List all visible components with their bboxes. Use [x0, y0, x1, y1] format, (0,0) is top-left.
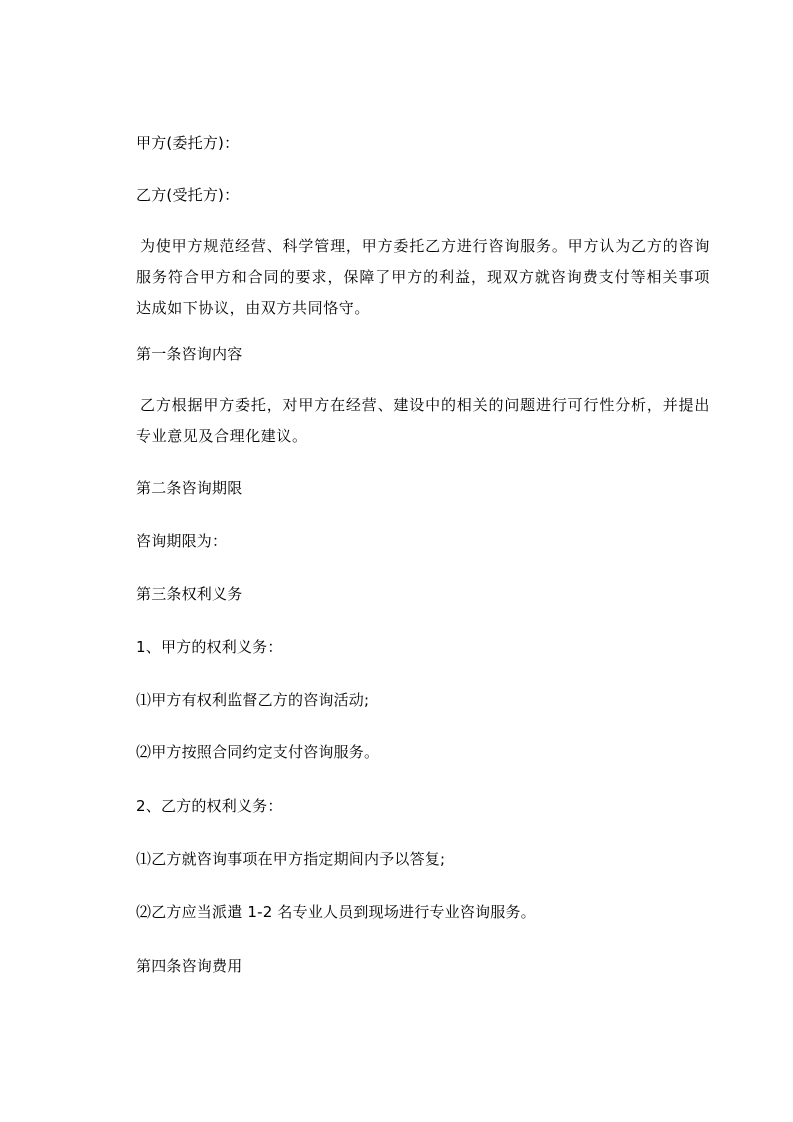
party-a-label: 甲方(委托方)：: [136, 134, 240, 152]
party-a-rights-title: 1、甲方的权利义务：: [136, 638, 283, 656]
preamble-paragraph: 为使甲方规范经营、科学管理，甲方委托乙方进行咨询服务。甲方认为乙方的咨询服务符合甲方和合同的要求，保障了甲方的利益，现双方就咨询费支付等相关事项达成如下协议，由双方共同恪守。: [136, 237, 710, 317]
party-a-right-2: ⑵甲方按照合同约定支付咨询服务。: [136, 743, 380, 761]
party-b-rights-title: 2、乙方的权利义务：: [136, 797, 283, 815]
party-b-right-1: ⑴乙方就咨询事项在甲方指定期间内予以答复;: [136, 850, 446, 868]
article-1-body: 乙方根据甲方委托，对甲方在经营、建设中的相关的问题进行可行性分析，并提出专业意见及合理化建议。: [136, 396, 710, 445]
article-1-title: 第一条咨询内容: [136, 345, 243, 363]
article-4-title: 第四条咨询费用: [136, 957, 243, 975]
party-b-right-2: ⑵乙方应当派遣 1-2 名专业人员到现场进行专业咨询服务。: [136, 903, 536, 921]
article-2-title: 第二条咨询期限: [136, 479, 243, 497]
article-2-body: 咨询期限为：: [136, 532, 228, 550]
party-a-right-1: ⑴甲方有权利监督乙方的咨询活动;: [136, 691, 370, 709]
article-3-title: 第三条权利义务: [136, 585, 243, 603]
party-b-label: 乙方(受托方)：: [136, 186, 240, 204]
